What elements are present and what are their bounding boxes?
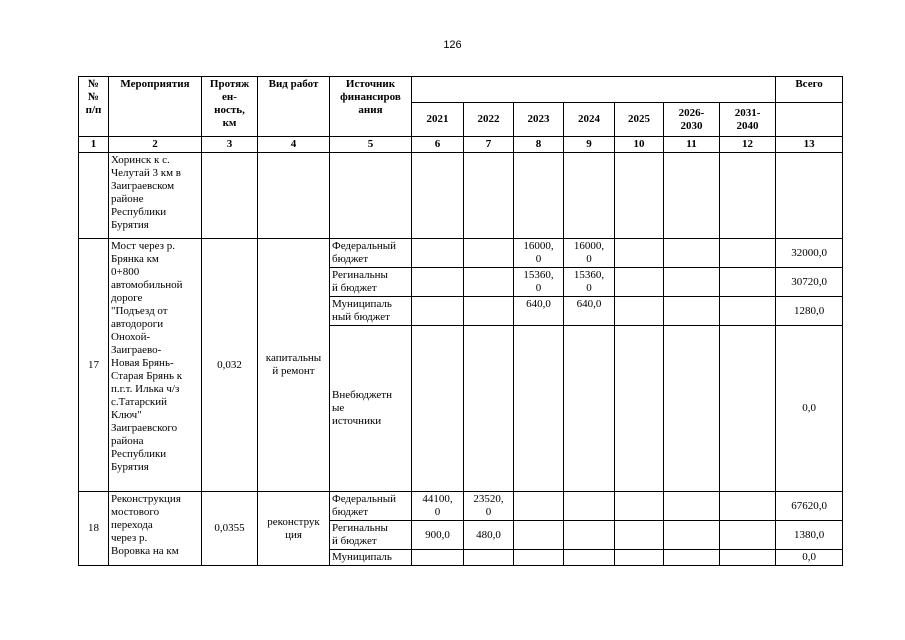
total-cell: 0,0 [776, 326, 843, 492]
length-cell: 0,032 [202, 239, 258, 492]
value-cell [412, 268, 464, 297]
table-row-continued [79, 153, 843, 239]
col-number: 8 [514, 137, 564, 153]
value-cell: 16000, 0 [564, 239, 615, 268]
value-cell: 640,0 [514, 297, 564, 326]
total-cell: 1280,0 [776, 297, 843, 326]
column-number-row [79, 137, 843, 153]
header-year-2024: 2024 [564, 103, 615, 137]
table-row-17 [79, 239, 843, 268]
col-number: 11 [664, 137, 720, 153]
event-cell: Реконструкция мостового перехода через р. Воровка на км [109, 492, 202, 566]
work-type-cell: реконструк ция [258, 492, 330, 566]
col-number: 3 [202, 137, 258, 153]
value-cell: 900,0 [412, 521, 464, 550]
financing-table [78, 76, 843, 566]
col-number: 2 [109, 137, 202, 153]
row-number: 18 [79, 492, 109, 566]
source-cell: Муниципаль [330, 550, 412, 566]
header-year-2023: 2023 [514, 103, 564, 137]
source-cell: Регинальны й бюджет [330, 521, 412, 550]
value-cell [464, 239, 514, 268]
value-cell [412, 297, 464, 326]
value-cell [564, 326, 615, 492]
source-cell: Муниципаль ный бюджет [330, 297, 412, 326]
header-total: Всего [776, 77, 843, 103]
value-cell [464, 297, 514, 326]
work-type-cell: капитальны й ремонт [258, 239, 330, 492]
header-event: Мероприятия [109, 77, 202, 137]
header-year-2031-2040: 2031- 2040 [720, 103, 776, 137]
value-cell [412, 326, 464, 492]
value-cell: 15360, 0 [514, 268, 564, 297]
source-cell: Федеральный бюджет [330, 239, 412, 268]
header-length: Протяж ен- ность, км [202, 77, 258, 137]
header-work-type: Вид работ [258, 77, 330, 137]
total-cell: 0,0 [776, 550, 843, 566]
value-cell: 480,0 [464, 521, 514, 550]
header-year-2025: 2025 [615, 103, 664, 137]
source-cell: Федеральный бюджет [330, 492, 412, 521]
value-cell: 15360, 0 [564, 268, 615, 297]
value-cell [464, 326, 514, 492]
total-cell: 1380,0 [776, 521, 843, 550]
value-cell [464, 268, 514, 297]
source-cell: Регинальны й бюджет [330, 268, 412, 297]
col-number: 5 [330, 137, 412, 153]
value-cell [412, 550, 464, 566]
event-cell: Мост через р. Брянка км 0+800 автомобильной дороге "Подъезд от автодороги Онохой- Заиграево- Новая Брянь- Старая Брянь к п.г.т. Илька ч/з с.Татарский Ключ" Заиграевского района Республики Бурятия [109, 239, 202, 492]
header-total-blank [776, 103, 843, 137]
value-cell [412, 239, 464, 268]
col-number: 12 [720, 137, 776, 153]
value-cell: 640,0 [564, 297, 615, 326]
col-number: 4 [258, 137, 330, 153]
value-cell [464, 550, 514, 566]
col-number: 1 [79, 137, 109, 153]
header-year-2022: 2022 [464, 103, 514, 137]
col-number: 9 [564, 137, 615, 153]
value-cell: 44100, 0 [412, 492, 464, 521]
header-source: Источник финансиров ания [330, 77, 412, 137]
total-cell: 32000,0 [776, 239, 843, 268]
col-number: 7 [464, 137, 514, 153]
event-cell: Хоринск к с. Челутай 3 км в Заиграевском районе Республики Бурятия [109, 153, 202, 239]
length-cell: 0,0355 [202, 492, 258, 566]
value-cell: 16000, 0 [514, 239, 564, 268]
col-number: 6 [412, 137, 464, 153]
page-number: 126 [443, 39, 462, 51]
value-cell [514, 326, 564, 492]
header-years-group [412, 77, 776, 103]
header-year-2026-2030: 2026- 2030 [664, 103, 720, 137]
table-row-18 [79, 492, 843, 521]
total-cell: 30720,0 [776, 268, 843, 297]
total-cell: 67620,0 [776, 492, 843, 521]
col-number: 13 [776, 137, 843, 153]
col-number: 10 [615, 137, 664, 153]
header-year-2021: 2021 [412, 103, 464, 137]
header-num: № № п/п [79, 77, 109, 137]
source-cell: Внебюджетн ые источники [330, 326, 412, 492]
value-cell: 23520, 0 [464, 492, 514, 521]
row-number: 17 [79, 239, 109, 492]
